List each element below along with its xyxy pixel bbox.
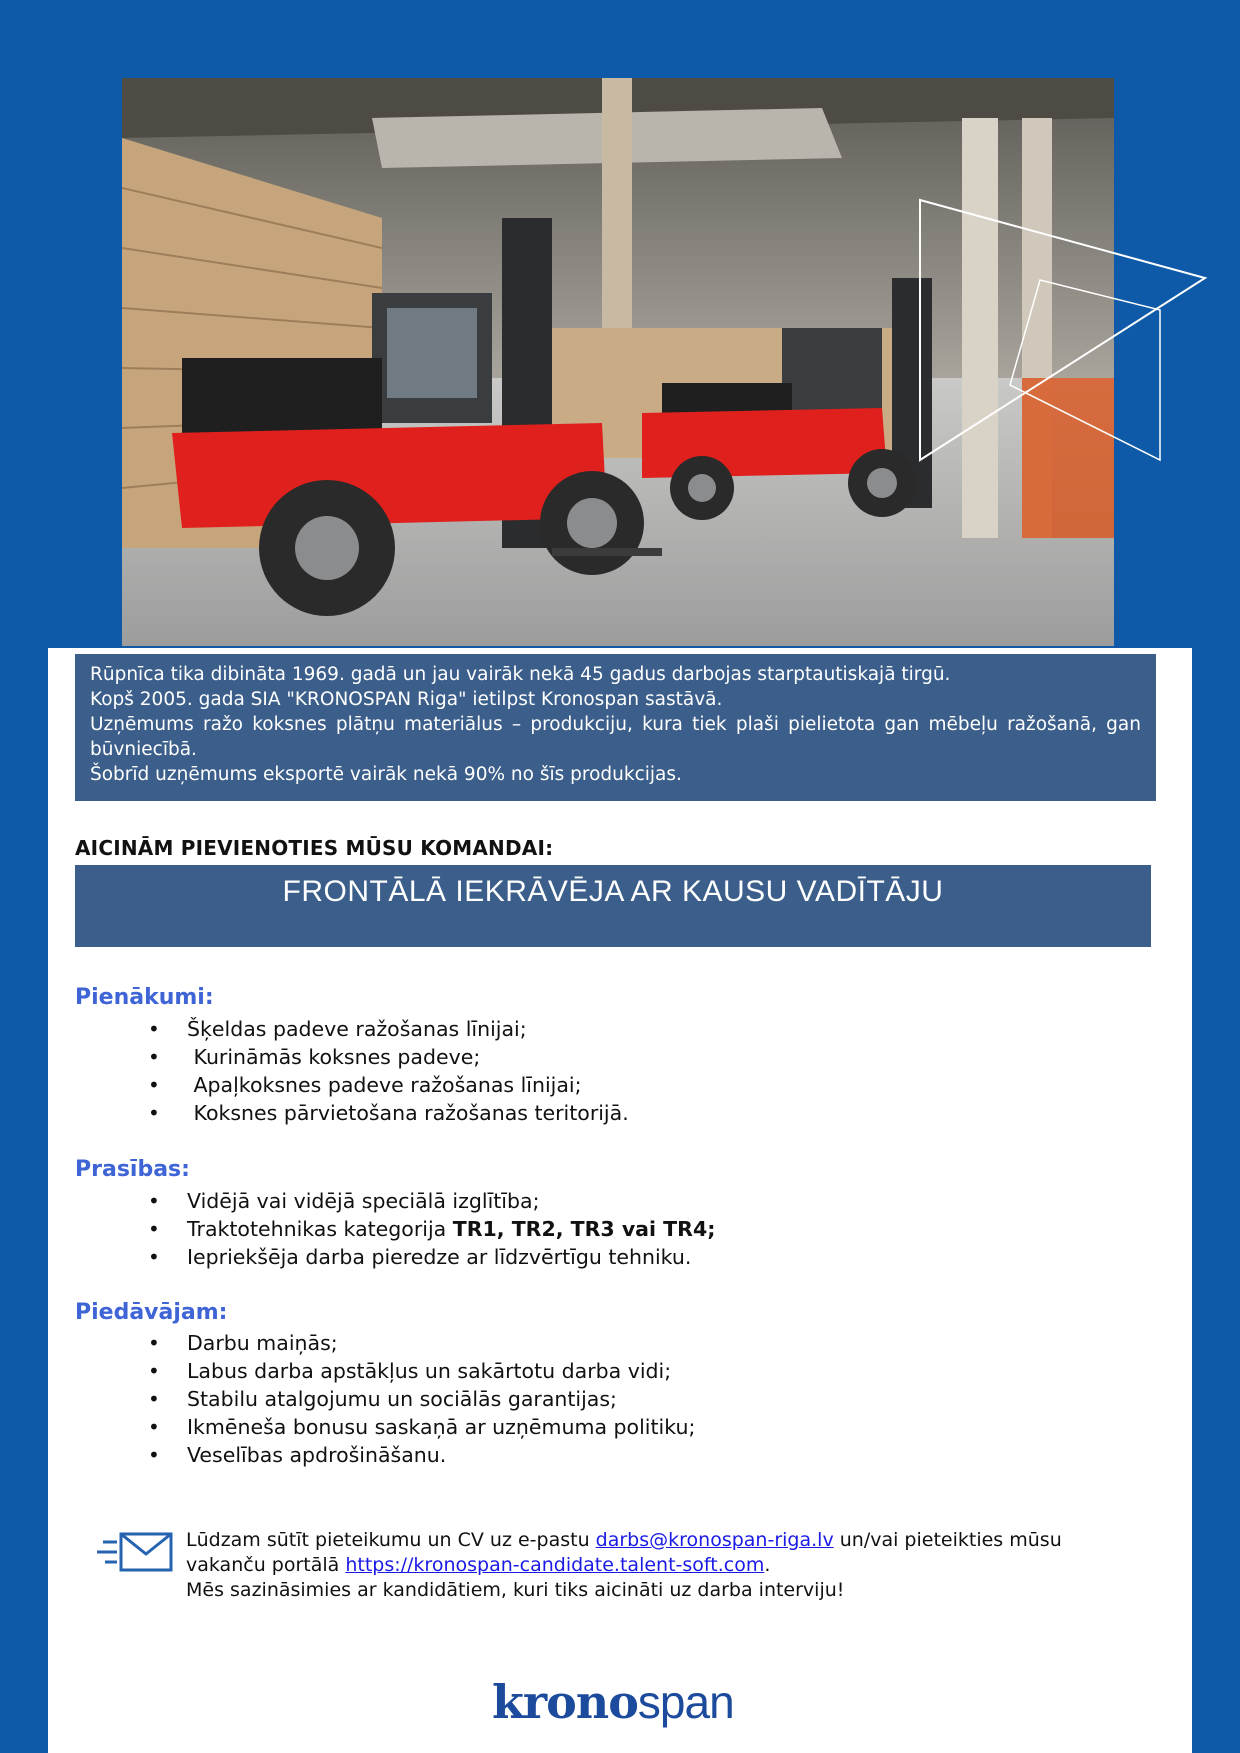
- intro-line-2: Kopš 2005. gada SIA "KRONOSPAN Riga" ietilpst Kronospan sastāvā.: [90, 689, 723, 710]
- logo-part-2: span: [637, 1676, 734, 1728]
- duty-item: • Koksnes pārvietošana ražošanas teritorijā.: [148, 1099, 629, 1127]
- duty-item: • Kurināmās koksnes padeve;: [148, 1043, 629, 1071]
- offer-item: • Ikmēneša bonusu saskaņā ar uzņēmuma politiku;: [148, 1413, 695, 1441]
- requirement-item: • Iepriekšēja darba pieredze ar līdzvērtīgu tehniku.: [148, 1243, 715, 1271]
- intro-line-1: Rūpnīca tika dibināta 1969. gadā un jau vairāk nekā 45 gadus darbojas starptautiskajā tirgū.: [90, 664, 951, 685]
- duties-list: [148, 1015, 629, 1127]
- duty-item: • Šķeldas padeve ražošanas līnijai;: [148, 1015, 629, 1043]
- contact-block: [186, 1528, 1126, 1603]
- intro-line-3: Uzņēmums ražo koksnes plātņu materiālus – produkciju, kura tiek plaši pielietota gan mēbeļu ražošanā, gan būvniecībā.: [90, 714, 1141, 760]
- email-link[interactable]: darbs@kronospan-riga.lv: [595, 1529, 834, 1551]
- offer-list: [148, 1329, 695, 1469]
- duty-item: • Apaļkoksnes padeve ražošanas līnijai;: [148, 1071, 629, 1099]
- invite-heading: AICINĀM PIEVIENOTIES MŪSU KOMANDAI:: [75, 836, 554, 860]
- mail-icon: [97, 1530, 175, 1576]
- offer-item: • Veselības apdrošināšanu.: [148, 1441, 695, 1469]
- duties-heading: Pienākumi:: [75, 985, 214, 1010]
- portal-link[interactable]: https://kronospan-candidate.talent-soft.com: [345, 1554, 765, 1576]
- position-title-box: [75, 865, 1151, 947]
- offer-item: • Darbu maiņās;: [148, 1329, 695, 1357]
- requirement-text: Traktotehnikas kategorija: [187, 1217, 453, 1241]
- offer-item: • Labus darba apstākļus un sakārtotu darba vidi;: [148, 1357, 695, 1385]
- contact-suffix: .: [764, 1554, 771, 1576]
- kronospan-logo: [492, 1675, 734, 1729]
- requirements-heading: Prasības:: [75, 1157, 190, 1182]
- decorative-triangle-outline: [880, 160, 1210, 480]
- contact-line-2: Mēs sazināsimies ar kandidātiem, kuri tiks aicināti uz darba interviju!: [186, 1579, 845, 1601]
- logo-part-1: krono: [492, 1675, 638, 1729]
- offer-heading: Piedāvājam:: [75, 1300, 228, 1325]
- position-title: FRONTĀLĀ IEKRĀVĒJA AR KAUSU VADĪTĀJU: [282, 875, 944, 908]
- offer-item: • Stabilu atalgojumu un sociālās garantijas;: [148, 1385, 695, 1413]
- intro-line-4: Šobrīd uzņēmums eksportē vairāk nekā 90% no šīs produkcijas.: [90, 764, 682, 785]
- requirements-list: [148, 1187, 715, 1271]
- requirement-item: [148, 1215, 715, 1243]
- contact-prefix: Lūdzam sūtīt pieteikumu un CV uz e-pastu: [186, 1529, 596, 1551]
- requirement-categories: TR1, TR2, TR3 vai TR4;: [452, 1217, 716, 1241]
- requirement-item: • Vidējā vai vidējā speciālā izglītība;: [148, 1187, 715, 1215]
- company-intro-box: [75, 654, 1156, 801]
- contact-middle: un/vai pieteikties mūsu vakanču portālā: [186, 1529, 1062, 1576]
